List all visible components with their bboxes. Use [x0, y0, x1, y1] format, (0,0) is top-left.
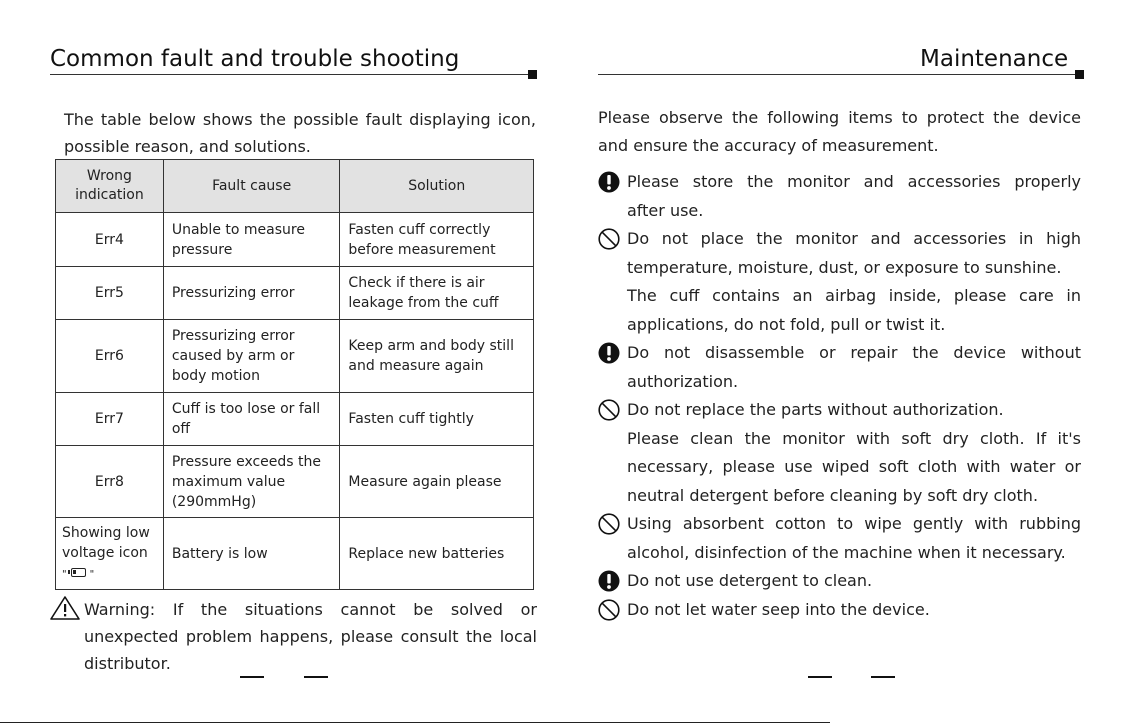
- list-item: Please store the monitor and accessories properly after use.: [598, 168, 1081, 225]
- page-number-dash: [871, 676, 895, 678]
- exclamation-icon: [598, 342, 620, 364]
- cause-cell: Battery is low: [163, 518, 340, 590]
- warning-text-line3: distributor.: [84, 654, 171, 673]
- left-intro-text: The table below shows the possible fault displaying icon, possible reason, and solutions.: [64, 110, 536, 156]
- cause-cell: Cuff is too lose or fall off: [163, 393, 340, 446]
- indication-cell: Err4: [56, 213, 164, 267]
- left-title-rule: [50, 74, 528, 75]
- indication-cell: [56, 518, 164, 590]
- solution-cell: Fasten cuff tightly: [340, 393, 534, 446]
- right-title-marker: [1075, 70, 1084, 79]
- cause-cell: Pressurizing error caused by arm or body motion: [163, 320, 340, 393]
- list-item: Do not disassemble or repair the device without authorization.: [598, 339, 1081, 396]
- prohibited-icon: [598, 599, 620, 621]
- list-item: Do not use detergent to clean.: [598, 567, 1081, 596]
- right-intro-line2: and ensure the accuracy of measurement.: [598, 136, 939, 155]
- table-header-row: [56, 160, 534, 213]
- list-item: Do not let water seep into the device.: [598, 596, 1081, 625]
- prohibited-icon: [598, 399, 620, 421]
- list-item: Please clean the monitor with soft dry cloth. If it's necessary, please use wiped soft cloth with water or neutral detergent before cleaning by soft dry cloth.: [627, 428, 1081, 505]
- maintenance-list: [598, 168, 1081, 624]
- table-row: [56, 213, 534, 267]
- list-item: Using absorbent cotton to wipe gently with rubbing alcohol, disinfection of the machine when it necessary.: [598, 510, 1081, 567]
- right-intro-text: [598, 104, 1081, 160]
- left-title-marker: [528, 70, 537, 79]
- header-wrong-indication: Wrong indication: [56, 160, 164, 213]
- cause-cell: Pressure exceeds the maximum value (290mmHg): [163, 446, 340, 518]
- list-item: Do not place the monitor and accessories in high temperature, moisture, dust, or exposure to sunshine.: [598, 225, 1081, 282]
- solution-cell: Check if there is air leakage from the cuff: [340, 267, 534, 320]
- quote-close: ": [89, 568, 95, 580]
- fault-table: [55, 159, 534, 590]
- prohibited-icon: [598, 513, 620, 535]
- warning-label: Warning:: [84, 600, 156, 619]
- cause-cell: Unable to measure pressure: [163, 213, 340, 267]
- warning-text-line2: unexpected problem happens, please consult the local: [84, 627, 537, 646]
- page-number-dash: [304, 676, 328, 678]
- cause-cell: Pressurizing error: [163, 267, 340, 320]
- table-row: [56, 446, 534, 518]
- header-solution: Solution: [340, 160, 534, 213]
- warning-block: [50, 596, 537, 677]
- indication-cell: Err8: [56, 446, 164, 518]
- table-row: [56, 267, 534, 320]
- table-row: [56, 320, 534, 393]
- solution-cell: Replace new batteries: [340, 518, 534, 590]
- exclamation-icon: [598, 171, 620, 193]
- right-page-title: Maintenance: [920, 46, 1069, 72]
- table-row: [56, 393, 534, 446]
- page-number-dash: [240, 676, 264, 678]
- solution-cell: Keep arm and body still and measure again: [340, 320, 534, 393]
- page-number-dash: [808, 676, 832, 678]
- right-intro-line1: Please observe the following items to protect the device: [598, 108, 1081, 127]
- indication-cell: Err7: [56, 393, 164, 446]
- list-item: Do not replace the parts without authorization.: [598, 396, 1081, 425]
- battery-low-icon: [71, 568, 86, 577]
- bottom-rule: [0, 722, 830, 723]
- warning-text-line1: If the situations cannot be solved or: [172, 600, 537, 619]
- exclamation-icon: [598, 570, 620, 592]
- right-title-rule: [598, 74, 1076, 75]
- solution-cell: Fasten cuff correctly before measurement: [340, 213, 534, 267]
- quote-open: ": [62, 568, 67, 580]
- solution-cell: Measure again please: [340, 446, 534, 518]
- indication-cell: Err6: [56, 320, 164, 393]
- table-row: [56, 518, 534, 590]
- warning-triangle-icon: [50, 596, 80, 620]
- low-voltage-label: Showing low voltage icon: [62, 524, 150, 561]
- list-item: The cuff contains an airbag inside, please care in applications, do not fold, pull or twist it.: [627, 286, 1081, 334]
- header-fault-cause: Fault cause: [163, 160, 340, 213]
- prohibited-icon: [598, 228, 620, 250]
- left-page-title: Common fault and trouble shooting: [50, 46, 460, 72]
- indication-cell: Err5: [56, 267, 164, 320]
